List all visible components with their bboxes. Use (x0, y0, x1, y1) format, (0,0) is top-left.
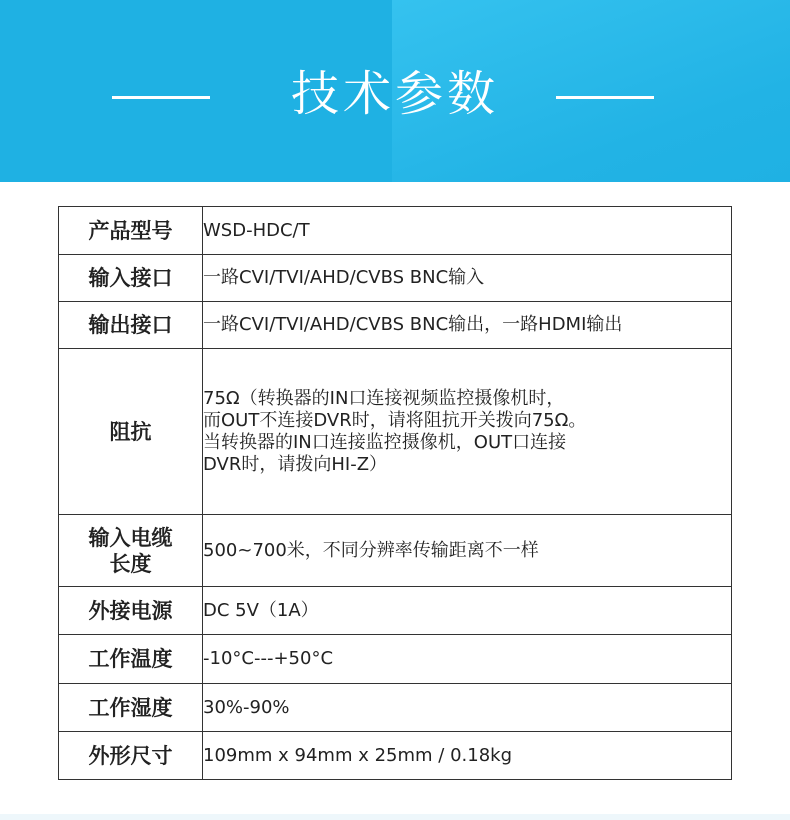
table-row (59, 349, 732, 515)
spec-value-power: DC 5V（1A） (203, 587, 732, 635)
header-banner (0, 0, 790, 182)
spec-label-dimensions: 外形尺寸 (59, 732, 203, 780)
table-row (59, 732, 732, 780)
spec-value-cable-length: 500~700米，不同分辨率传输距离不一样 (203, 515, 732, 587)
spec-label-model: 产品型号 (59, 207, 203, 255)
spec-value-impedance: 75Ω（转换器的IN口连接视频监控摄像机时， 而OUT不连接DVR时，请将阻抗开关拨向75Ω。 当转换器的IN口连接监控摄像机，OUT口连接 DVR时，请拨向HI-Z） (203, 349, 732, 515)
spec-label-impedance: 阻抗 (59, 349, 203, 515)
table-row (59, 684, 732, 732)
table-row (59, 255, 732, 302)
table-row (59, 587, 732, 635)
table-row (59, 207, 732, 255)
table-row (59, 635, 732, 684)
bottom-divider (0, 814, 790, 820)
spec-value-model: WSD-HDC/T (203, 207, 732, 255)
table-row (59, 302, 732, 349)
spec-value-output: 一路CVI/TVI/AHD/CVBS BNC输出，一路HDMI输出 (203, 302, 732, 349)
page-title: 技术参数 (290, 66, 499, 122)
spec-value-humidity: 30%-90% (203, 684, 732, 732)
spec-table (58, 206, 732, 780)
spec-label-input: 输入接口 (59, 255, 203, 302)
spec-label-humidity: 工作湿度 (59, 684, 203, 732)
spec-label-output: 输出接口 (59, 302, 203, 349)
spec-value-temperature: -10°C---+50°C (203, 635, 732, 684)
table-row (59, 515, 732, 587)
spec-value-dimensions: 109mm x 94mm x 25mm / 0.18kg (203, 732, 732, 780)
spec-label-cable-length: 输入电缆 长度 (59, 515, 203, 587)
spec-value-input: 一路CVI/TVI/AHD/CVBS BNC输入 (203, 255, 732, 302)
spec-label-power: 外接电源 (59, 587, 203, 635)
spec-label-temperature: 工作温度 (59, 635, 203, 684)
